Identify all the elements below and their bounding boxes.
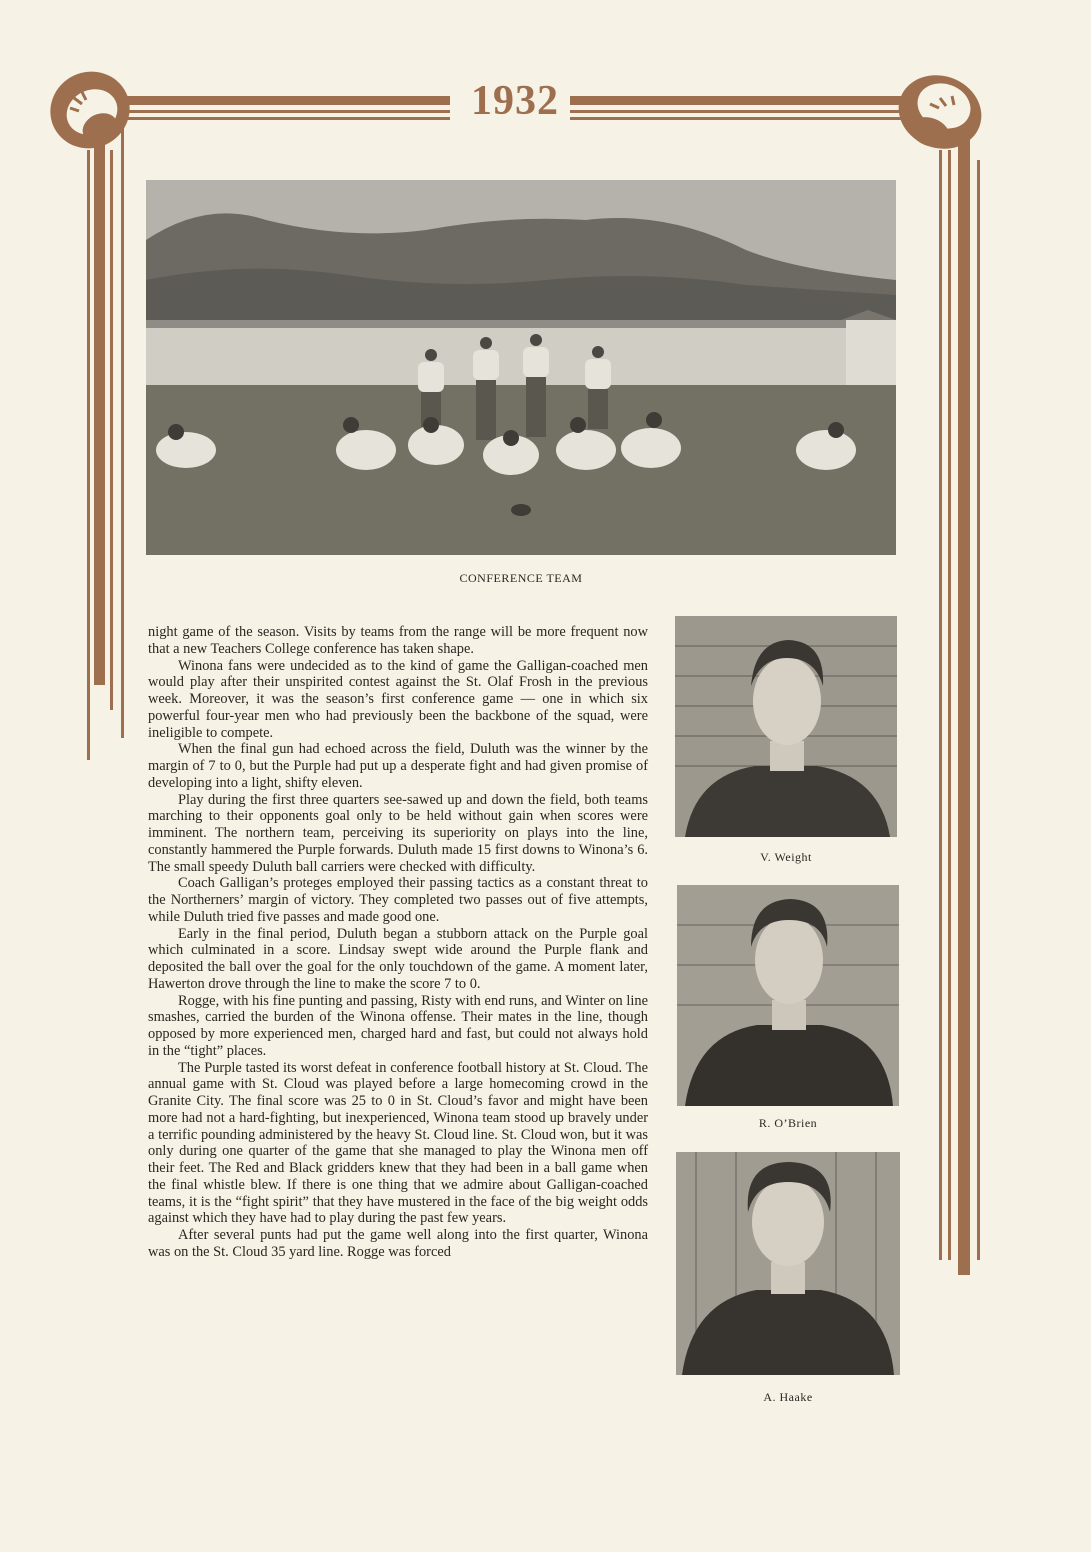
paragraph: After several punts had put the game well along into the first quarter, Winona was on the St. Cloud 35 yard line. Rogge was forced: [148, 1227, 648, 1260]
portrait-caption: A. Haake: [763, 1390, 813, 1404]
portrait-photo: [676, 1152, 900, 1375]
paragraph: night game of the season. Visits by teams from the range will be more frequent now that a new Teachers College conference has taken shape.: [148, 624, 648, 657]
paragraph: Play during the first three quarters see-sawed up and down the field, both teams marching to their opponents goal only to be held without gain when scores were imminent. The northern team, perceiving its superiority on plays into the line, constantly hammered the Purple forwards. Duluth made 15 first downs to Winona’s 6. The small speedy Duluth ball carriers were checked with difficulty.: [148, 791, 648, 875]
conference-team-photo: [146, 180, 896, 555]
portrait-caption: R. O’Brien: [758, 1116, 818, 1130]
paragraph: When the final gun had echoed across the field, Duluth was the winner by the margin of 7 to 0, but the Purple had put up a desperate fight and had given promise of developing into a light, shifty eleven.: [148, 741, 648, 791]
yearbook-year: 1932: [471, 78, 559, 124]
paragraph: Coach Galligan’s proteges employed their passing tactics as a constant threat to the Northerners’ margin of victory. They completed two passes out of five attempts, while Duluth tried five passes and made good one.: [148, 875, 648, 925]
paragraph: The Purple tasted its worst defeat in conference football history at St. Cloud. The annual game with St. Cloud was played before a large homecoming crowd in the Granite City. The final score was 25 to 0 in St. Cloud’s favor and might have been more had not a hard-fighting, but inexperienced, Winona team stood up bravely under a terrific pounding administered by the heavy St. Cloud line. St. Cloud won, but it was only during one quarter of the game that she managed to play the Winona men off their feet. The Red and Black gridders knew that they had been in a ball game when the final whistle blew. If there is one thing that we admire about Galligan-coached teams, it is the “fight spirit” that they have mustered in the face of the big weight odds against which they have had to play during the past few years.: [148, 1059, 648, 1227]
paragraph: Early in the final period, Duluth began a stubborn attack on the Purple goal which culminated in a score. Lindsay swept wide around the Purple flank and deposited the ball over the goal for the only touchdown of the game. A moment later, Hawerton drove through the line to make the score 7 to 0.: [148, 925, 648, 992]
portrait-photo: [675, 616, 897, 837]
paragraph: Winona fans were undecided as to the kind of game the Galligan-coached men would play after their unspirited contest against the St. Olaf Frosh in the previous week. Moreover, it was the season’s first conference game — one in which six powerful four-year men who had previously been the backbone of the squad, were ineligible to compete.: [148, 657, 648, 741]
portrait-caption: V. Weight: [760, 850, 812, 864]
corner-ornament-left: [38, 59, 143, 162]
portrait-photo: [677, 885, 899, 1106]
corner-ornament-right: [888, 64, 992, 160]
team-photo-caption: CONFERENCE TEAM: [459, 571, 583, 585]
paragraph: Rogge, with his fine punting and passing, Risty with end runs, and Winter on line smashes, carried the burden of the Winona offense. Their mates in the line, though opposed by more experienced men, charged hard and fast, but could not always hold in the “tight” places.: [148, 992, 648, 1059]
article-body: [148, 624, 648, 1384]
